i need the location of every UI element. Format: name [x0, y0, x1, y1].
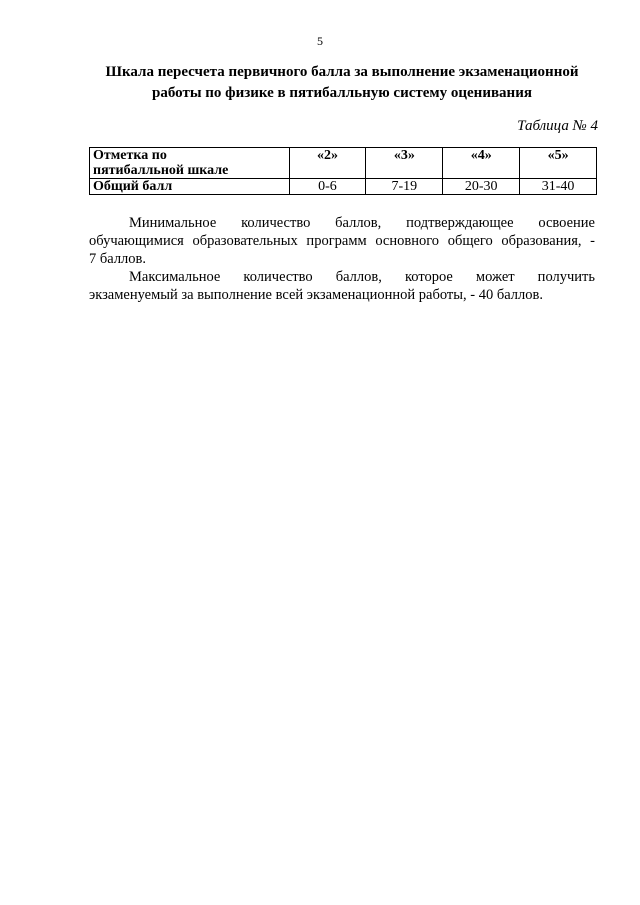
paragraph-line: обучающимися образовательных программ основного общего образования, -: [89, 233, 595, 249]
page-number: 5: [317, 34, 323, 48]
paragraph-line: Максимальное количество баллов, которое может получить: [129, 269, 595, 285]
grade-cell: «2»: [289, 148, 366, 179]
table-row: [90, 179, 597, 195]
paragraph-maximum-score: [89, 268, 595, 304]
grade-row-header-line: Отметка по: [93, 148, 167, 163]
score-row-header: Общий балл: [90, 179, 290, 195]
grade-row-header-line: пятибалльной шкале: [93, 163, 229, 178]
paragraph-minimum-score: [89, 214, 595, 268]
document-title-line: работы по физике в пятибалльную систему оценивания: [152, 85, 532, 101]
grade-cell: «3»: [366, 148, 443, 179]
score-range-cell: 7-19: [366, 179, 443, 195]
score-range-cell: 31-40: [520, 179, 597, 195]
grade-cell: «5»: [520, 148, 597, 179]
grade-row-header: [90, 148, 290, 179]
score-range-cell: 20-30: [443, 179, 520, 195]
paragraph-line: Минимальное количество баллов, подтверждающее освоение: [129, 215, 595, 231]
score-conversion-table: [89, 147, 597, 195]
document-title: [0, 62, 640, 104]
grade-cell: «4»: [443, 148, 520, 179]
paragraph-line: 7 баллов.: [89, 251, 147, 267]
document-title-line: Шкала пересчета первичного балла за выполнение экзаменационной: [105, 64, 579, 80]
table-caption: Таблица № 4: [517, 118, 598, 134]
paragraph-line: экзаменуемый за выполнение всей экзаменационной работы, - 40 баллов.: [89, 287, 543, 303]
score-range-cell: 0-6: [289, 179, 366, 195]
table-row: [90, 148, 597, 179]
